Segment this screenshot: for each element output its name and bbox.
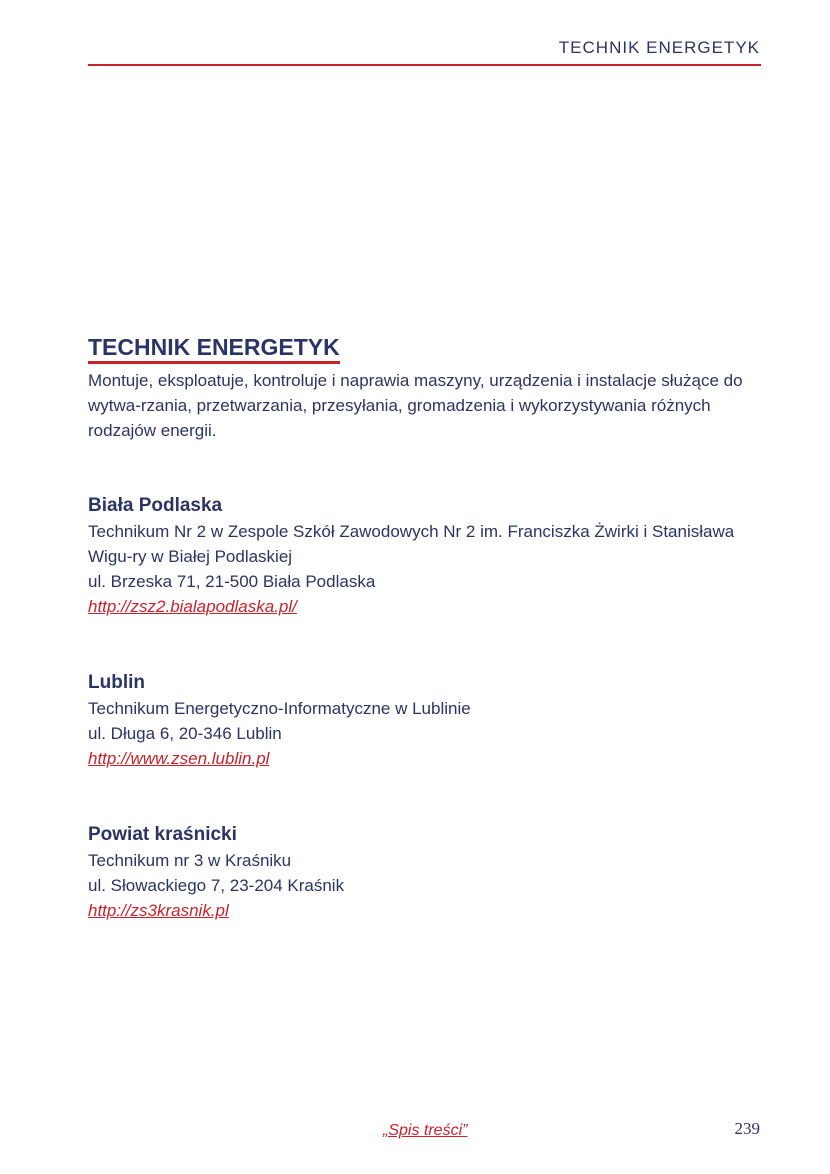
school-entry [88, 492, 761, 619]
location-heading: Lublin [88, 672, 145, 693]
school-name: Technikum nr 3 w Kraśniku [88, 851, 292, 870]
running-header-title: TECHNIK ENERGETYK [558, 38, 760, 57]
school-website-link[interactable]: http://zsz2.bialapodlaska.pl/ [88, 597, 297, 616]
school-address: ul. Słowackiego 7, 23-204 Kraśnik [88, 876, 345, 895]
school-address: ul. Brzeska 71, 21-500 Biała Podlaska [88, 572, 376, 591]
location-heading: Biała Podlaska [88, 495, 223, 516]
header-divider [88, 64, 761, 66]
school-entry [88, 669, 761, 771]
school-name: Technikum Nr 2 w Zespole Szkół Zawodowych Nr 2 im. Franciszka Żwirki i Stanisława Wigu-ry w Białej Podlaskiej [88, 522, 735, 566]
section-description: Montuje, eksploatuje, kontroluje i naprawia maszyny, urządzenia i instalacje służące do wytwa-rzania, przetwarzania, przesyłania, gromadzenia i wykorzystywania różnych rodzajów energii. [88, 371, 743, 440]
main-content [88, 334, 761, 923]
school-entry [88, 821, 761, 923]
school-address: ul. Długa 6, 20-346 Lublin [88, 724, 282, 743]
table-of-contents-link[interactable]: „Spis treści” [383, 1122, 468, 1139]
location-heading: Powiat kraśnicki [88, 824, 237, 845]
school-name: Technikum Energetyczno-Informatyczne w Lublinie [88, 699, 471, 718]
section-title: TECHNIK ENERGETYK [88, 334, 340, 364]
school-website-link[interactable]: http://zs3krasnik.pl [88, 901, 229, 920]
school-website-link[interactable]: http://www.zsen.lublin.pl [88, 749, 270, 768]
page-number: 239 [734, 1119, 760, 1138]
